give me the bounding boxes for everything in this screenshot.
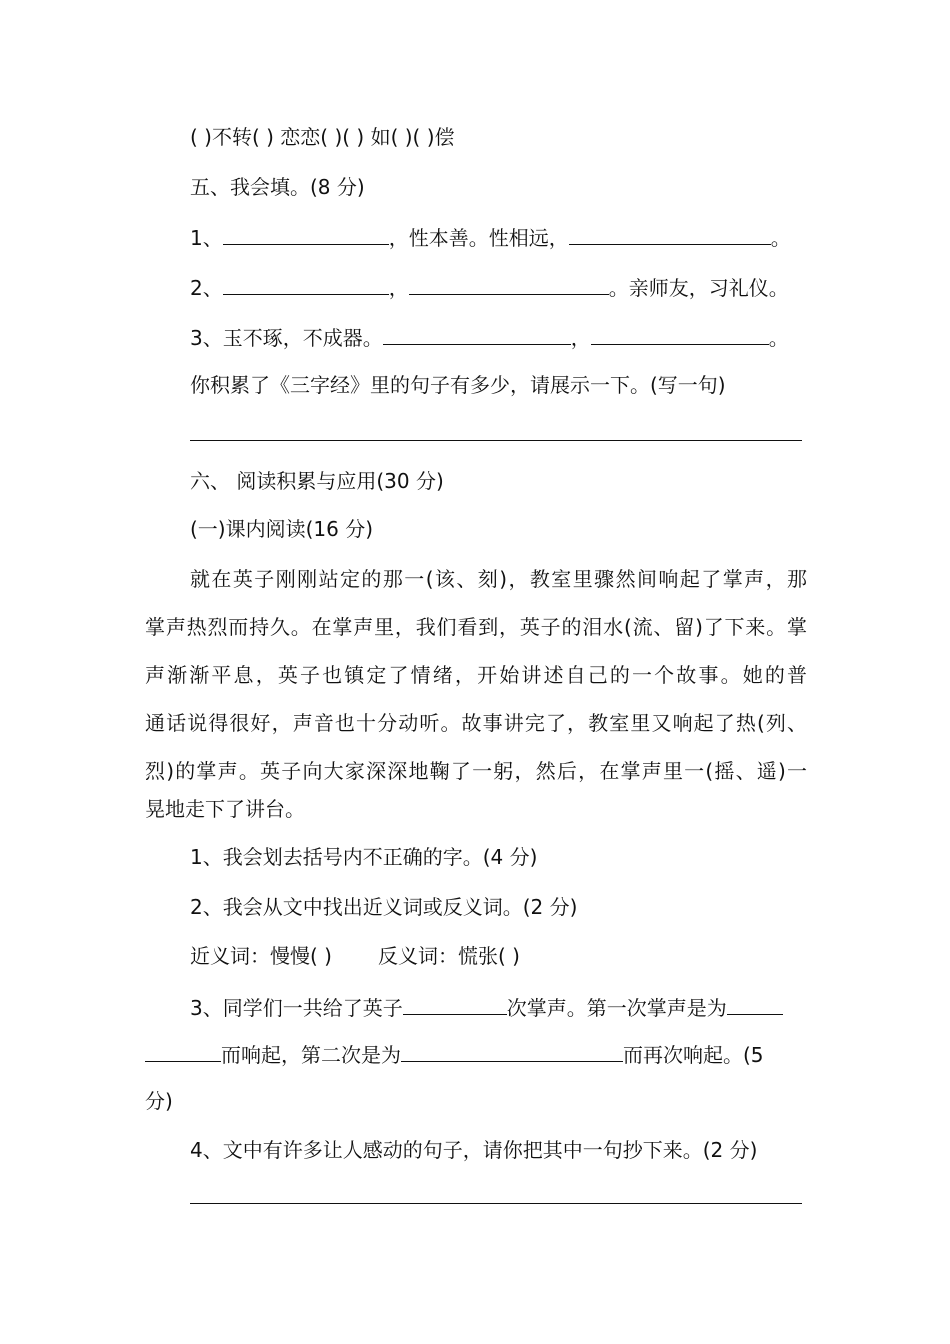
answer-blank[interactable] bbox=[403, 994, 507, 1015]
answer-line[interactable] bbox=[190, 440, 802, 441]
item-number: 1、 bbox=[190, 226, 223, 250]
item-text: 。 bbox=[768, 326, 789, 350]
item-text: ， bbox=[570, 326, 591, 350]
passage-line: 就在英子刚刚站定的那一(该、刻)，教室里骤然间响起了掌声，那 bbox=[190, 567, 807, 591]
fill-item-1 bbox=[190, 224, 852, 251]
answer-blank[interactable] bbox=[223, 274, 389, 295]
fill-item-3 bbox=[190, 324, 852, 351]
item-text: 而响起，第二次是为 bbox=[221, 1043, 401, 1067]
item-text: ， bbox=[388, 276, 409, 300]
answer-line[interactable] bbox=[190, 1203, 802, 1204]
item-number: 2、 bbox=[190, 276, 223, 300]
passage-line: 声渐渐平息，英子也镇定了情绪，开始讲述自己的一个故事。她的普 bbox=[145, 663, 807, 687]
passage-line: 掌声热烈而持久。在掌声里，我们看到，英子的泪水(流、留)了下来。掌 bbox=[145, 615, 807, 639]
question-3-score: 分) bbox=[145, 1089, 173, 1113]
item-text: ，性本善。性相远， bbox=[388, 226, 569, 250]
answer-blank[interactable] bbox=[401, 1041, 623, 1062]
answer-blank[interactable] bbox=[591, 324, 769, 345]
idiom-fill-line: ( )不转( ) 恋恋( )( ) 如( )( )偿 bbox=[190, 125, 455, 149]
question-1: 1、我会划去括号内不正确的字。(4 分) bbox=[190, 845, 538, 869]
item-text: 而再次响起。(5 bbox=[623, 1043, 764, 1067]
passage-line: 晃地走下了讲台。 bbox=[145, 797, 305, 821]
question-3-cont bbox=[145, 1041, 807, 1068]
sanzijing-prompt: 你积累了《三字经》里的句子有多少，请展示一下。(写一句) bbox=[190, 373, 726, 397]
fill-item-2 bbox=[190, 274, 852, 301]
answer-blank[interactable] bbox=[145, 1041, 221, 1062]
synonym-item: 近义词：慢慢( ) bbox=[190, 944, 332, 968]
item-text: 次掌声。第一次掌声是为 bbox=[506, 996, 727, 1020]
antonym-item: 反义词：慌张( ) bbox=[377, 944, 520, 968]
question-2: 2、我会从文中找出近义词或反义词。(2 分) bbox=[190, 895, 578, 919]
answer-blank[interactable] bbox=[409, 274, 609, 295]
reading-subheading: (一)课内阅读(16 分) bbox=[190, 517, 374, 541]
passage-line: 通话说得很好，声音也十分动听。故事讲完了，教室里又响起了热(列、 bbox=[145, 711, 807, 735]
item-text: 3、玉不琢，不成器。 bbox=[190, 326, 383, 350]
section-six-heading: 六、 阅读积累与应用(30 分) bbox=[190, 469, 444, 493]
answer-blank[interactable] bbox=[727, 994, 783, 1015]
synonym-antonym-line bbox=[190, 943, 852, 969]
passage-line: 烈)的掌声。英子向大家深深地鞠了一躬，然后，在掌声里一(摇、遥)一 bbox=[145, 759, 807, 783]
answer-blank[interactable] bbox=[569, 224, 771, 245]
answer-blank[interactable] bbox=[383, 324, 571, 345]
answer-blank[interactable] bbox=[223, 224, 389, 245]
item-text: 。亲师友，习礼仪。 bbox=[608, 276, 789, 300]
question-3 bbox=[190, 994, 852, 1021]
section-five-heading: 五、我会填。(8 分) bbox=[190, 175, 365, 199]
item-text: 3、同学们一共给了英子 bbox=[190, 996, 403, 1020]
question-4: 4、文中有许多让人感动的句子，请你把其中一句抄下来。(2 分) bbox=[190, 1138, 758, 1162]
item-text: 。 bbox=[770, 226, 791, 250]
